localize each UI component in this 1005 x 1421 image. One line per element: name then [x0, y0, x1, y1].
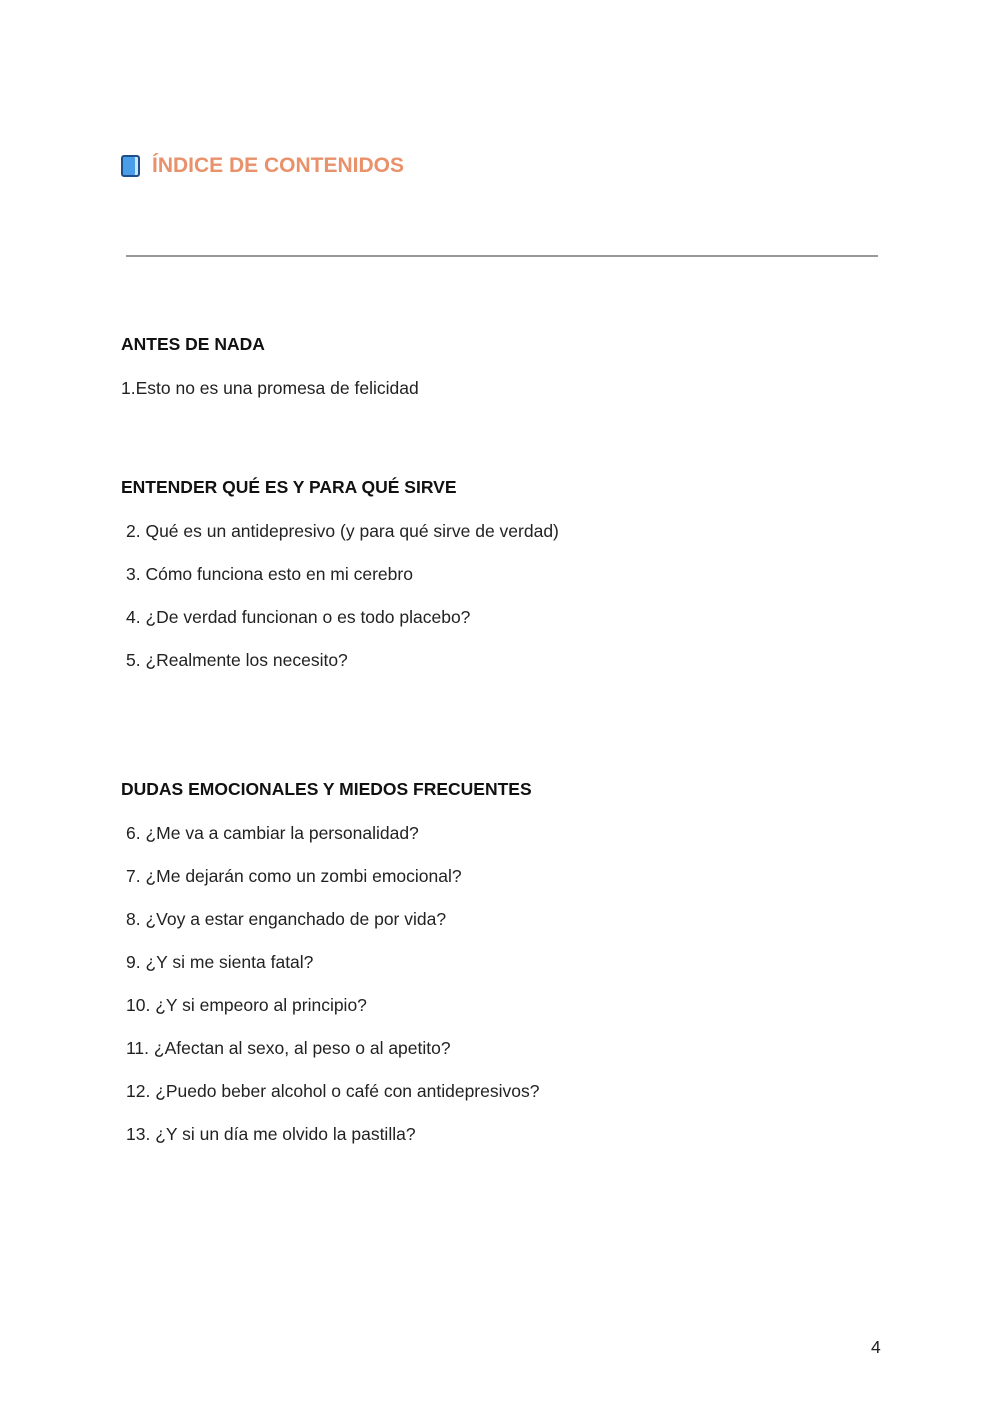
toc-item: 1.Esto no es una promesa de felicidad — [121, 378, 419, 398]
toc-item: 10. ¿Y si empeoro al principio? — [126, 995, 367, 1015]
book-icon — [121, 155, 140, 177]
toc-item: 5. ¿Realmente los necesito? — [126, 650, 348, 670]
section-heading: ANTES DE NADA — [121, 334, 265, 354]
toc-item: 13. ¿Y si un día me olvido la pastilla? — [126, 1124, 416, 1144]
toc-item: 9. ¿Y si me sienta fatal? — [126, 952, 314, 972]
toc-item: 7. ¿Me dejarán como un zombi emocional? — [126, 866, 462, 886]
toc-item: 2. Qué es un antidepresivo (y para qué sirve de verdad) — [126, 521, 559, 541]
toc-title — [121, 154, 404, 178]
divider — [126, 255, 878, 257]
toc-item: 12. ¿Puedo beber alcohol o café con antidepresivos? — [126, 1081, 540, 1101]
toc-item: 11. ¿Afectan al sexo, al peso o al apetito? — [126, 1038, 451, 1058]
page-number: 4 — [871, 1337, 881, 1357]
toc-title-text: ÍNDICE DE CONTENIDOS — [152, 154, 405, 177]
section-heading: DUDAS EMOCIONALES Y MIEDOS FRECUENTES — [121, 779, 532, 799]
toc-item: 3. Cómo funciona esto en mi cerebro — [126, 564, 413, 584]
section-heading: ENTENDER QUÉ ES Y PARA QUÉ SIRVE — [121, 477, 457, 497]
toc-item: 4. ¿De verdad funcionan o es todo placebo? — [126, 607, 471, 627]
toc-item: 8. ¿Voy a estar enganchado de por vida? — [126, 909, 447, 929]
toc-item: 6. ¿Me va a cambiar la personalidad? — [126, 823, 419, 843]
